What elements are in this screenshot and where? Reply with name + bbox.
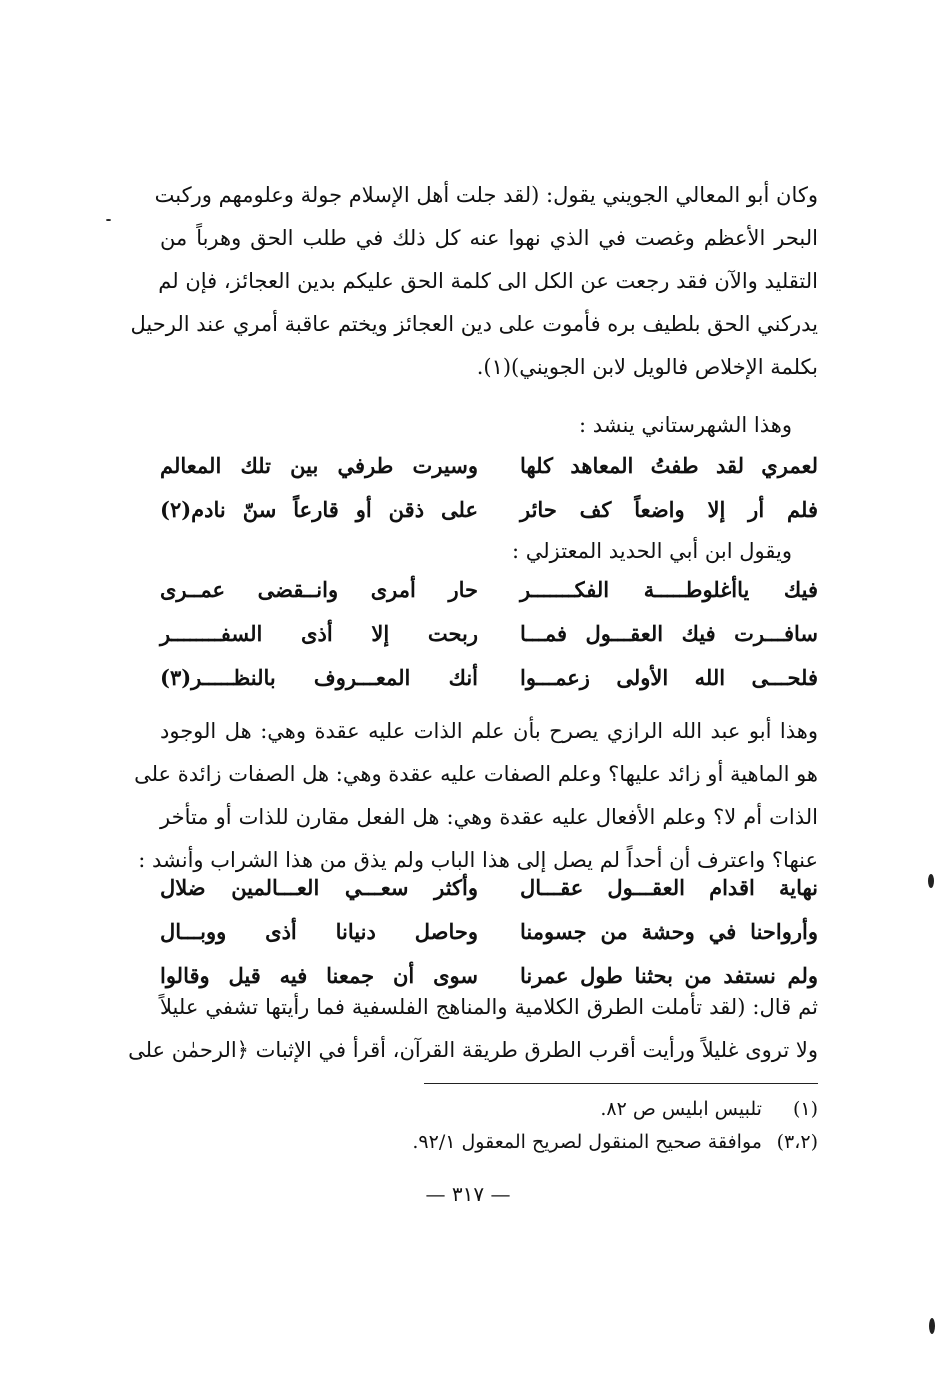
text-line: التقليد والآن فقد رجعت عن الكل الى كلمة الحق عليكم بدين العجائز، فإن لم [158, 269, 818, 293]
verse-first-half: وأرواحنا في وحشة من جسومنا [520, 919, 818, 944]
verse-first-half: لعمري لقد طفتُ المعاهد كلها [520, 453, 818, 478]
footnote-text: تلبيس ابليس ص ٨٢. [600, 1098, 762, 1120]
verse-second-half: وسيرت طرفي بين تلك المعالم [160, 453, 478, 478]
poem-shahrastani [160, 444, 818, 532]
text-line: وهذا أبو عبد الله الرازي يصرح بأن علم الذات عليه عقدة وهي: هل الوجود [160, 719, 818, 743]
scan-speck [928, 874, 934, 888]
page-number: — ٣١٧ — [425, 1182, 511, 1206]
paragraph-razi [134, 710, 818, 882]
paragraph-juwayni [130, 174, 818, 389]
poem-verse [160, 656, 818, 700]
text-line: وكان أبو المعالي الجويني يقول: (لقد جلت أهل الإسلام جولة وعلومهم وركبت [154, 183, 818, 207]
verse-second-half: على ذقن أو قارعاً سنّ نادم(٢) [160, 497, 478, 522]
footnote-separator [424, 1083, 818, 1084]
text-line: يدركني الحق بلطيف بره فأموت على دين العجائز ويختم عاقبة أمري عند الرحيل [130, 312, 818, 336]
intro-shahrastani: وهذا الشهرستاني ينشد : [578, 413, 792, 437]
verse-second-half: أنك المعـــروف بالنظـــــر(٣) [160, 665, 478, 690]
scan-speck [929, 1318, 935, 1334]
intro-ibn-abi-al-hadid: ويقول ابن أبي الحديد المعتزلي : [511, 539, 792, 563]
poem-verse [160, 444, 818, 488]
verse-first-half: ولم نستفد من بحثنا طول عمرنا [520, 963, 818, 988]
text-line: ولا تروى غليلاً ورأيت أقرب الطرق طريقة القرآن، أقرأ في الإثبات ﴿الرحمٰن على [128, 1038, 818, 1062]
poem-verse [160, 612, 818, 656]
verse-second-half: حار أمرى وانــقضى عمــرى [160, 577, 478, 602]
text-line: عنها؟ واعترف أن أحداً لم يصل إلى هذا الباب ولم يذق من هذا الشراب وأنشد : [138, 848, 818, 872]
text-line: هو الماهية أو زائد عليها؟ وعلم الصفات عليه عقدة وهي: هل الصفات زائدة على [134, 762, 818, 786]
footnote-number: (٣،٢) [776, 1131, 818, 1153]
verse-second-half: ربحت إلا أذى السفــــــــر [160, 621, 478, 646]
paragraph-razi-quote [128, 986, 818, 1072]
text-line: ثم قال: (لقد تأملت الطرق الكلامية والمناهج الفلسفية فما رأيتها تشفي عليلاً [160, 995, 818, 1019]
poem-ibn-abi-al-hadid [160, 568, 818, 700]
poem-verse [160, 866, 818, 910]
poem-verse [160, 910, 818, 954]
poem-razi [160, 866, 818, 998]
text-line: البحر الأعظم وغصت في الذي نهوا عنه كل ذلك في طلب الحق وهرباً من [160, 226, 818, 250]
footnote-number: (١) [792, 1098, 818, 1120]
footnote-text: موافقة صحيح المنقول لصريح المعقول ٩٢/١. [412, 1131, 762, 1153]
verse-first-half: فيك ياأغلوطـــــة الفكـــــــر [520, 577, 818, 602]
verse-second-half: سوى أن جمعنا فيه قيل وقالوا [160, 963, 478, 988]
verse-second-half: وأكثر سعـــي العـــالمين ضلال [160, 875, 478, 900]
text-line: الذات أم لا؟ وعلم الأفعال عليه عقدة وهي: هل الفعل مقارن للذات أو متأخر [160, 805, 818, 829]
poem-verse [160, 488, 818, 532]
verse-first-half: نهاية اقدام العقـــول عقـــال [520, 875, 818, 900]
footnote [600, 1094, 818, 1124]
scan-speck [106, 219, 111, 221]
verse-second-half: وحاصل دنيانا أذى ووبـــال [160, 919, 478, 944]
footnote [412, 1127, 818, 1157]
verse-first-half: فلحـــى الله الأولى زعمـــوا [520, 665, 818, 690]
verse-first-half: فلم أر إلا واضعاً كف حائر [520, 497, 818, 522]
text-line: بكلمة الإخلاص فالويل لابن الجويني)(١). [476, 355, 818, 379]
poem-verse [160, 568, 818, 612]
verse-first-half: سافـــرت فيك العقـــول فمـــا [520, 621, 818, 646]
